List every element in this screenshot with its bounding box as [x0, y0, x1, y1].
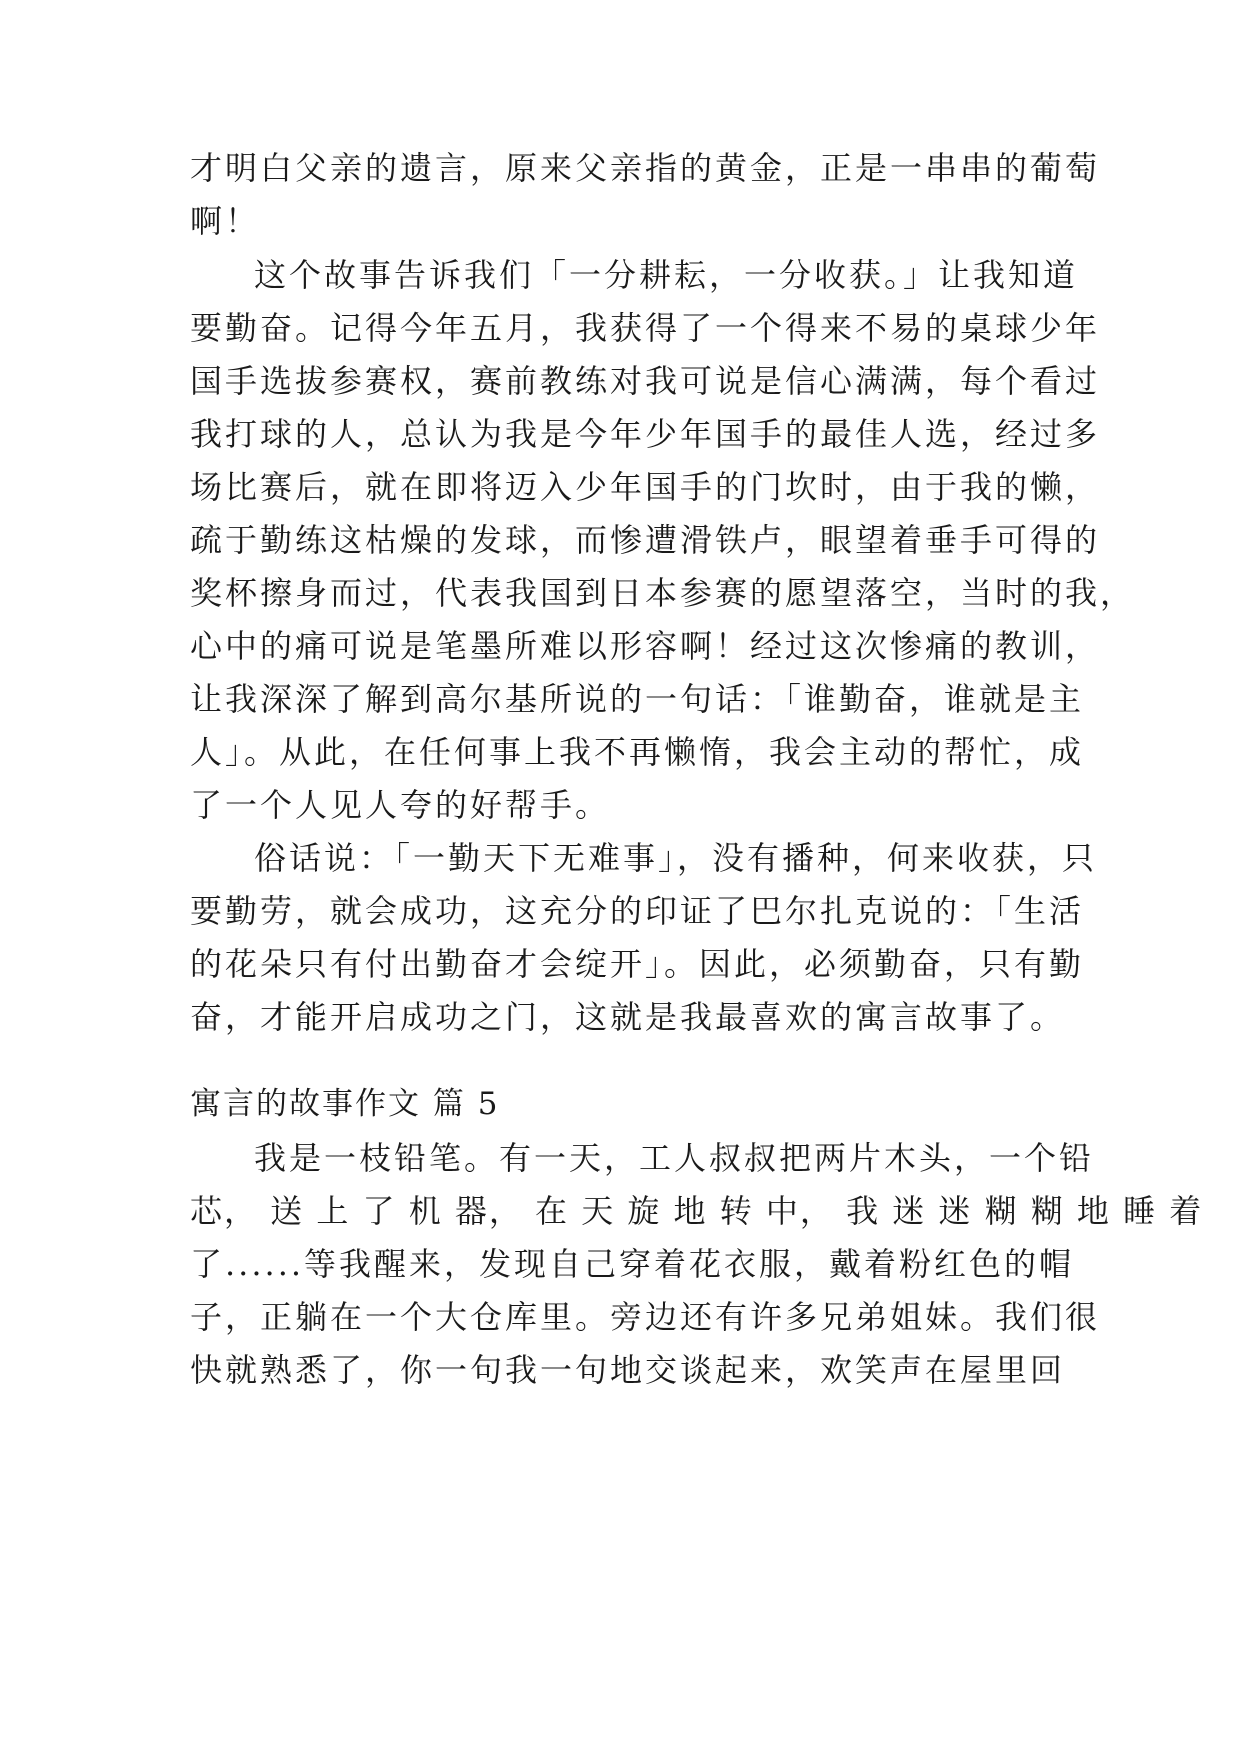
paragraph-2-line-1: 这个故事告诉我们「一分耕耘，一分收获。」让我知道 — [254, 256, 1079, 294]
paragraph-2-line-3: 国手选拔参赛权，赛前教练对我可说是信心满满，每个看过 — [190, 362, 1101, 400]
section-heading: 寓言的故事作文 篇 5 — [190, 1086, 500, 1122]
paragraph-3-line-4: 奋，才能开启成功之门，这就是我最喜欢的寓言故事了。 — [190, 998, 1066, 1036]
paragraph-3-line-3: 的花朵只有付出勤奋才会绽开」。因此，必须勤奋，只有勤 — [190, 945, 1085, 983]
paragraph-2-line-10: 人」。从此，在任何事上我不再懒惰，我会主动的帮忙，成 — [190, 733, 1085, 771]
paragraph-2-line-2: 要勤奋。记得今年五月，我获得了一个得来不易的桌球少年 — [190, 309, 1101, 347]
paragraph-2-line-5: 场比赛后，就在即将迈入少年国手的门坎时，由于我的懒， — [190, 468, 1101, 506]
paragraph-1-line-1: 才明白父亲的遗言，原来父亲指的黄金，正是一串串的葡萄 — [190, 149, 1101, 187]
paragraph-3-line-1: 俗话说：「一勤天下无难事」，没有播种，何来收获，只 — [254, 839, 1098, 877]
paragraph-4-line-3: 了......等我醒来，发现自己穿着花衣服，戴着粉红色的帽 — [190, 1245, 1075, 1283]
paragraph-4-line-2: 芯， 送 上 了 机 器， 在 天 旋 地 转 中， 我 迷 迷 糊 糊 地 睡 着 — [190, 1192, 1204, 1230]
paragraph-2-line-9: 让我深深了解到高尔基所说的一句话：「谁勤奋，谁就是主 — [190, 680, 1085, 718]
paragraph-2-line-11: 了一个人见人夸的好帮手。 — [190, 786, 611, 824]
paragraph-4-line-5: 快就熟悉了，你一句我一句地交谈起来，欢笑声在屋里回 — [190, 1351, 1066, 1389]
paragraph-4-line-1: 我是一枝铅笔。有一天，工人叔叔把两片木头，一个铅 — [254, 1139, 1095, 1177]
paragraph-2-line-6: 疏于勤练这枯燥的发球，而惨遭滑铁卢，眼望着垂手可得的 — [190, 521, 1101, 559]
paragraph-3-line-2: 要勤劳，就会成功，这充分的印证了巴尔扎克说的：「生活 — [190, 892, 1085, 930]
paragraph-2-line-4: 我打球的人，总认为我是今年少年国手的最佳人选，经过多 — [190, 415, 1101, 453]
paragraph-1-line-2: 啊！ — [190, 202, 261, 240]
paragraph-2-line-7: 奖杯擦身而过，代表我国到日本参赛的愿望落空，当时的我， — [190, 574, 1136, 612]
paragraph-4-line-4: 子，正躺在一个大仓库里。旁边还有许多兄弟姐妹。我们很 — [190, 1298, 1101, 1336]
paragraph-2-line-8: 心中的痛可说是笔墨所难以形容啊！经过这次惨痛的教训， — [190, 627, 1101, 665]
